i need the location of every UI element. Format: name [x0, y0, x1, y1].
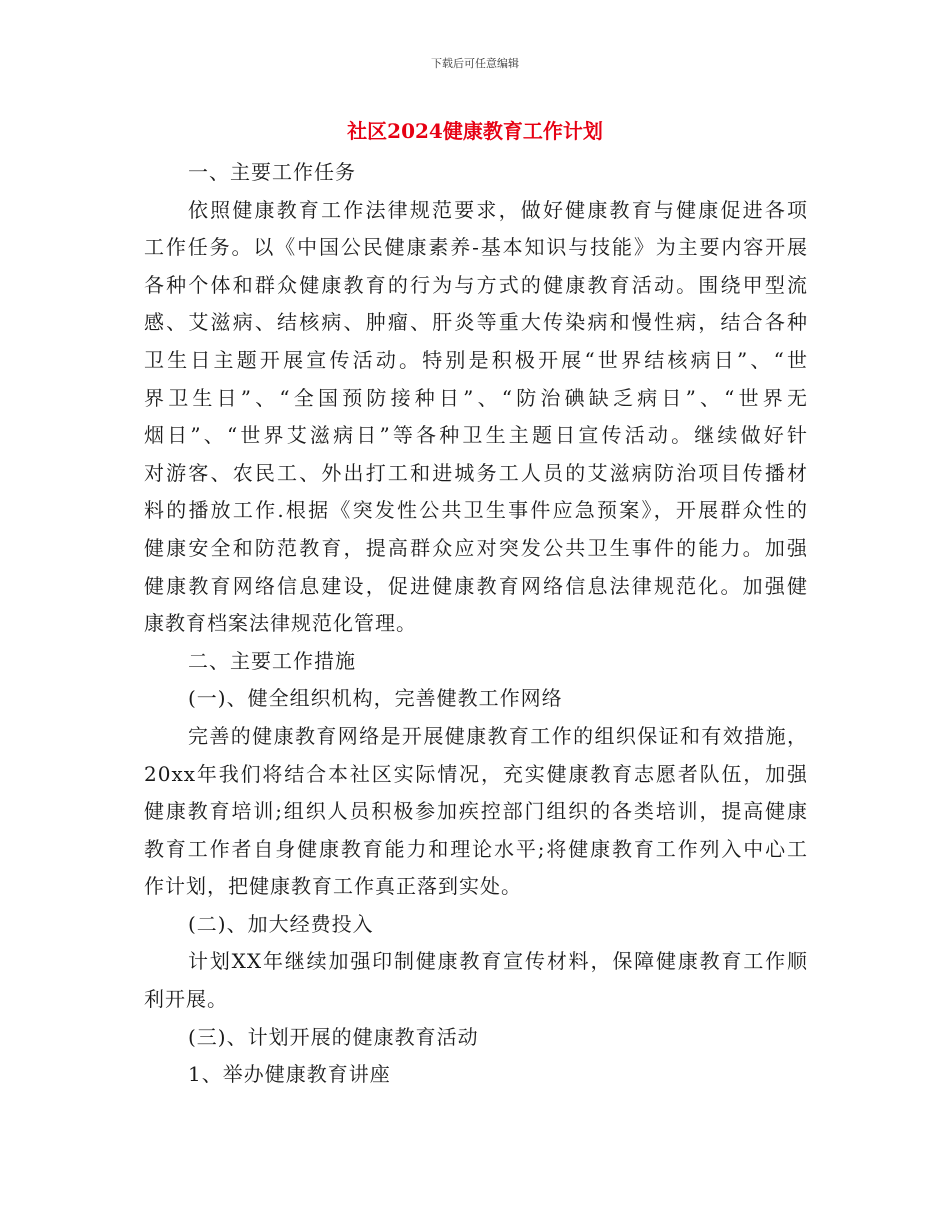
subsection-heading-1: (一)、健全组织机构，完善健教工作网络 — [188, 686, 563, 711]
paragraph-line: 依照健康教育工作法律规范要求，做好健康教育与健康促进各项 — [188, 197, 808, 222]
subsection-heading-3: (三)、计划开展的健康教育活动 — [188, 1024, 479, 1049]
paragraph-line: 康教育档案法律规范化管理。 — [144, 611, 417, 636]
paragraph-line: 感、艾滋病、结核病、肿瘤、肝炎等重大传染病和慢性病，结合各种 — [144, 310, 808, 335]
paragraph-line: 烟日”、“世界艾滋病日”等各种卫生主题日宣传活动。继续做好针 — [144, 423, 808, 448]
paragraph-line: 教育工作者自身健康教育能力和理论水平;将健康教育工作列入中心工 — [144, 836, 808, 861]
paragraph-line: 健康教育网络信息建设，促进健康教育网络信息法律规范化。加强健 — [144, 573, 808, 598]
paragraph-line: 作计划，把健康教育工作真正落到实处。 — [144, 874, 522, 899]
list-item: 1、举办健康教育讲座 — [188, 1062, 391, 1087]
paragraph-line: 健康教育培训;组织人员积极参加疾控部门组织的各类培训，提高健康 — [144, 799, 808, 824]
paragraph-line: 20xx年我们将结合本社区实际情况，充实健康教育志愿者队伍，加强 — [144, 761, 808, 786]
paragraph-line: 利开展。 — [144, 987, 228, 1012]
paragraph-line: 料的播放工作.根据《突发性公共卫生事件应急预案》，开展群众性的 — [144, 498, 808, 523]
paragraph-line: 计划XX年继续加强印制健康教育宣传材料，保障健康教育工作顺 — [188, 949, 808, 974]
paragraph-line: 完善的健康教育网络是开展健康教育工作的组织保证和有效措施， — [188, 723, 808, 748]
document-body — [144, 154, 808, 1094]
paragraph-line: 对游客、农民工、外出打工和进城务工人员的艾滋病防治项目传播材 — [144, 460, 808, 485]
section-heading-2: 二、主要工作措施 — [188, 648, 356, 673]
paragraph-line: 健康安全和防范教育，提高群众应对突发公共卫生事件的能力。加强 — [144, 535, 808, 560]
document-title: 社区2024健康教育工作计划 — [347, 119, 603, 143]
paragraph-line: 各种个体和群众健康教育的行为与方式的健康教育活动。围绕甲型流 — [144, 272, 808, 297]
paragraph-line: 界卫生日”、“全国预防接种日”、“防治碘缺乏病日”、“世界无 — [144, 385, 808, 410]
paragraph-line: 卫生日主题开展宣传活动。特别是积极开展“世界结核病日”、“世 — [144, 347, 808, 372]
section-heading-1: 一、主要工作任务 — [188, 160, 356, 184]
subsection-heading-2: (二)、加大经费投入 — [188, 911, 374, 936]
header-note: 下载后可任意编辑 — [431, 57, 519, 70]
paragraph-line: 工作任务。以《中国公民健康素养-基本知识与技能》为主要内容开展 — [144, 235, 808, 260]
